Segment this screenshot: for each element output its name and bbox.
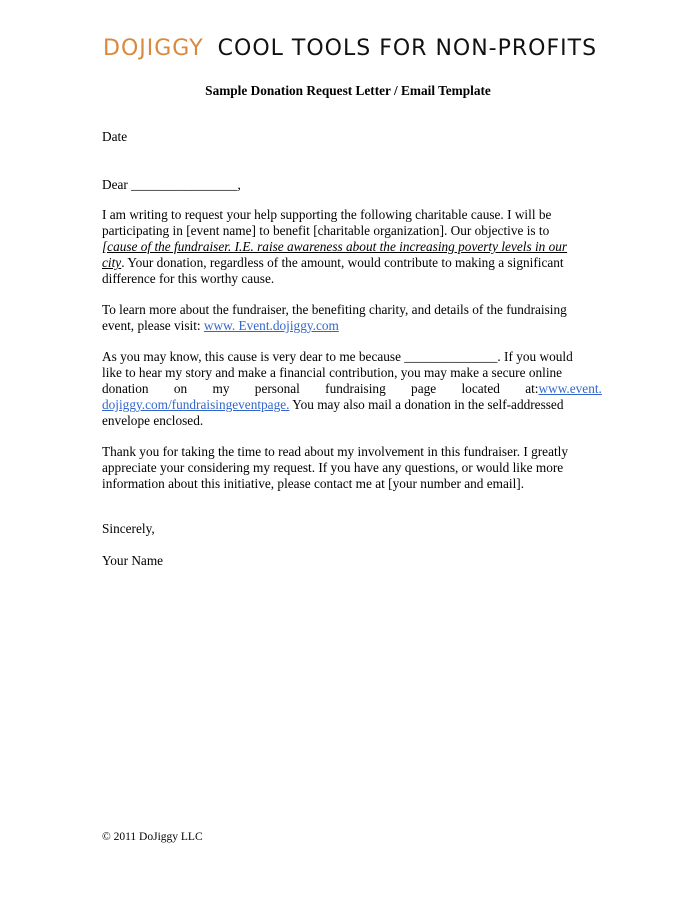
paragraph-1-line-5: difference for this worthy cause. — [102, 271, 275, 286]
signature: Your Name — [102, 553, 164, 568]
paragraph-3-line-4 — [102, 397, 594, 413]
paragraph-3-line-5: envelope enclosed. — [102, 413, 204, 428]
paragraph-1-line-4 — [102, 255, 594, 271]
paragraph-3-line-4-text: You may also mail a donation in the self-addressed — [289, 397, 564, 412]
page-header — [103, 36, 603, 61]
paragraph-3-line-1: As you may know, this cause is very dear to me because ______________. If you would — [102, 349, 573, 364]
brand-logo-text: DOJIGGY — [103, 36, 204, 61]
closing: Sincerely, — [102, 521, 155, 536]
date-line: Date — [102, 129, 128, 144]
copyright-footer: © 2011 DoJiggy LLC — [102, 831, 203, 843]
salutation: Dear ________________, — [102, 177, 241, 192]
paragraph-2 — [102, 302, 594, 334]
paragraph-1-line-1: I am writing to request your help supporting the following charitable cause. I will be — [102, 207, 552, 222]
document-title: Sample Donation Request Letter / Email Template — [205, 83, 491, 98]
paragraph-3-text: donation on my personal fundraising page located at: — [102, 381, 539, 396]
paragraph-1-line-4-text: . Your donation, regardless of the amount, would contribute to making a significant — [121, 255, 564, 270]
fundraising-page-link-part-1[interactable]: www.event. — [538, 381, 602, 396]
paragraph-1-line-3 — [102, 239, 594, 255]
paragraph-3-line-2: like to hear my story and make a financial contribution, you may make a secure online — [102, 365, 563, 380]
paragraph-2-line-1: To learn more about the fundraiser, the benefiting charity, and details of the fundraising — [102, 302, 567, 317]
paragraph-3-line-3 — [102, 381, 602, 397]
brand-tagline: COOL TOOLS FOR NON-PROFITS — [217, 36, 598, 61]
paragraph-1-line-2: participating in [event name] to benefit [charitable organization]. Our objective is to — [102, 223, 550, 238]
paragraph-4-line-2: appreciate your considering my request. If you have any questions, or would like more — [102, 460, 564, 475]
paragraph-2-text: event, please visit: — [102, 318, 204, 333]
paragraph-4 — [102, 444, 594, 492]
fundraising-page-link-part-2[interactable]: dojiggy.com/fundraisingeventpage. — [102, 397, 290, 412]
paragraph-4-line-1: Thank you for taking the time to read about my involvement in this fundraiser. I greatly — [102, 444, 569, 459]
paragraph-1 — [102, 207, 594, 287]
paragraph-4-line-3: information about this initiative, please contact me at [your number and email]. — [102, 476, 525, 491]
paragraph-2-line-2 — [102, 318, 594, 334]
cause-placeholder-city: city — [102, 255, 122, 270]
cause-placeholder-text: [cause of the fundraiser. I.E. raise awareness about the increasing poverty levels in our — [102, 239, 568, 254]
event-website-link[interactable]: www. Event.dojiggy.com — [203, 318, 339, 333]
paragraph-3 — [102, 349, 602, 429]
